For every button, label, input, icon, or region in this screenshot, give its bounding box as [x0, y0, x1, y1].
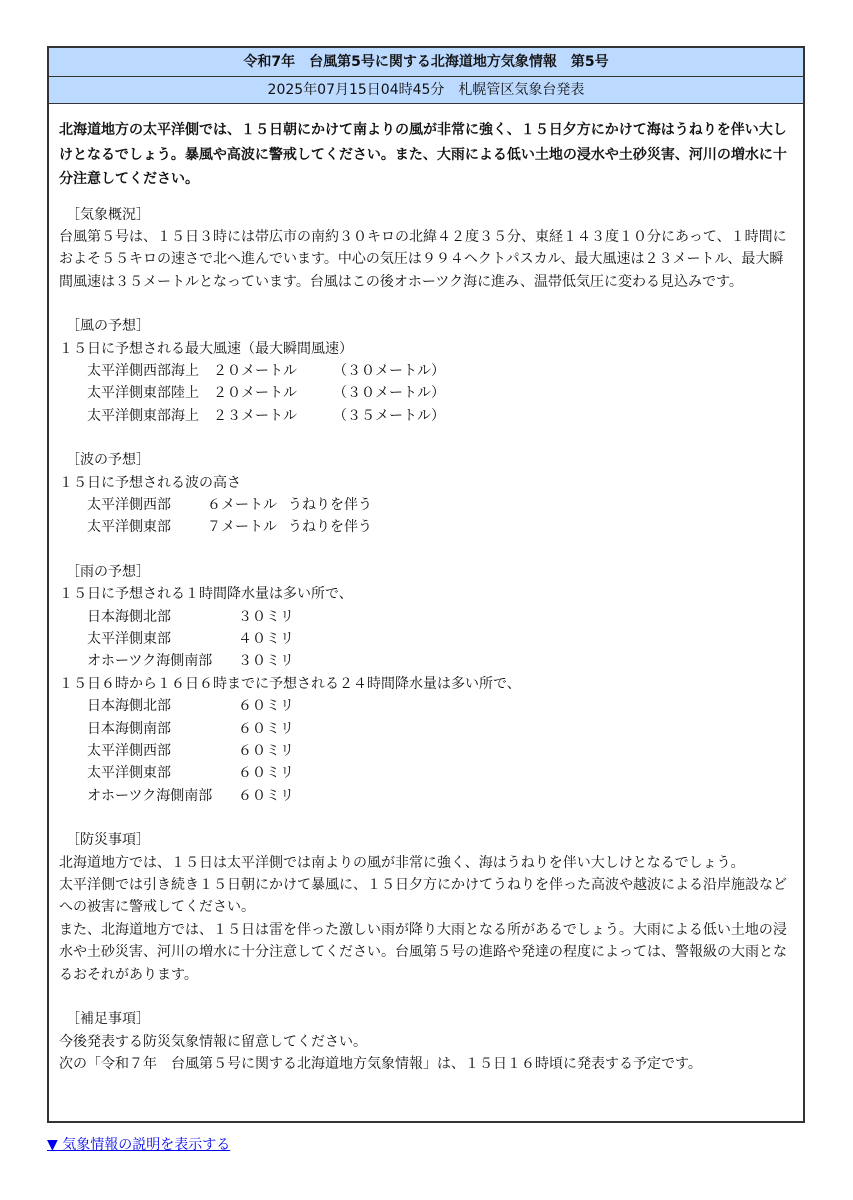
overview-text: 台風第５号は、１５日３時には帯広市の南約３０キロの北緯４２度３５分、東経１４３度１０分にあって、１時間におよそ５５キロの速さで北へ進んでいます。中心の気圧は９９４ヘクトパスカル、最大風速は２３メートル、最大瞬間風速は３５メートルとなっています。台風はこの後オホーツク海に進み、温帯低気圧に変わる見込みです。: [59, 228, 787, 290]
section-waves: [59, 449, 791, 539]
wind-row: [59, 360, 791, 382]
rain-row: [59, 740, 791, 762]
wind-gust: （３５メートル）: [333, 407, 445, 424]
prevention-paragraph: また、北海道地方では、１５日は雷を伴った激しい雨が降り大雨となる所があるでしょう。大雨による低い土地の浸水や土砂災害、河川の増水に十分注意してください。台風第５号の進路や発達の程度によっては、警報級の大雨となるおそれがあります。: [59, 921, 787, 983]
prevention-heading: ［防災事項］: [66, 832, 150, 849]
section-supplement: [59, 1008, 791, 1075]
rain-area: オホーツク海側南部: [87, 787, 213, 804]
bulletin-title: 令和7年 台風第5号に関する北海道地方気象情報 第5号: [49, 48, 803, 77]
rain-area: 日本海側北部: [87, 608, 171, 625]
wind-row: [59, 405, 791, 427]
rain-area: 日本海側北部: [87, 698, 171, 715]
wave-height: ７メートル: [207, 519, 277, 536]
rain-amount: ６０ミリ: [238, 765, 294, 782]
wind-speed: ２３メートル: [213, 407, 297, 424]
wave-height: ６メートル: [207, 496, 277, 513]
wind-gust: （３０メートル）: [333, 385, 445, 402]
rain-row: [59, 718, 791, 740]
rain-area: 太平洋側東部: [87, 765, 171, 782]
issued-datetime: 2025年07月15日04時45分 札幌管区気象台発表: [49, 77, 803, 104]
rain-amount: ６０ミリ: [238, 698, 294, 715]
rain-area: 太平洋側西部: [87, 743, 171, 760]
rain-amount: ４０ミリ: [238, 631, 294, 647]
rain-intro-1h: １５日に予想される１時間降水量は多い所で、: [59, 586, 353, 603]
rain-intro-24h: １５日６時から１６日６時までに予想される２４時間降水量は多い所で、: [59, 675, 521, 692]
rain-row: [59, 628, 791, 650]
wave-note: うねりを伴う: [288, 496, 372, 513]
bulletin-box: [47, 46, 805, 1123]
waves-intro: １５日に予想される波の高さ: [59, 474, 241, 491]
rain-row: [59, 785, 791, 807]
wave-area: 太平洋側東部: [87, 519, 171, 536]
show-explanation-link[interactable]: ▼ 気象情報の説明を表示する: [47, 1137, 231, 1153]
supplement-heading: ［補足事項］: [66, 1011, 150, 1028]
wind-area: 太平洋側東部陸上: [87, 385, 199, 402]
supplement-paragraph: 今後発表する防災気象情報に留意してください。: [59, 1033, 367, 1050]
wind-area: 太平洋側東部海上: [87, 407, 199, 424]
rain-row: [59, 695, 791, 717]
section-overview: [59, 204, 791, 294]
section-prevention: [59, 829, 791, 986]
section-rain: [59, 561, 791, 807]
prevention-paragraph: 太平洋側では引き続き１５日朝にかけて暴風に、１５日夕方にかけてうねりを伴った高波や越波による沿岸施設などへの被害に警戒してください。: [59, 877, 787, 916]
rain-row: [59, 606, 791, 628]
wave-area: 太平洋側西部: [87, 496, 171, 513]
wind-gust: （３０メートル）: [333, 362, 445, 379]
rain-heading: ［雨の予想］: [66, 563, 150, 580]
prevention-paragraph: 北海道地方では、１５日は太平洋側では南よりの風が非常に強く、海はうねりを伴い大しけとなるでしょう。: [59, 854, 745, 871]
waves-heading: ［波の予想］: [66, 452, 150, 469]
rain-row: [59, 650, 791, 672]
wind-row: [59, 382, 791, 404]
rain-area: オホーツク海側南部: [87, 653, 213, 670]
supplement-paragraph: 次の「令和７年 台風第５号に関する北海道地方気象情報」は、１５日１６時頃に発表する予定です。: [59, 1055, 702, 1072]
rain-amount: ６０ミリ: [238, 743, 294, 760]
wind-speed: ２０メートル: [213, 385, 297, 402]
overview-heading: ［気象概況］: [66, 206, 150, 223]
rain-area: 日本海側南部: [87, 720, 171, 737]
rain-area: 太平洋側東部: [87, 631, 171, 647]
wave-row: [59, 516, 791, 538]
wave-note: うねりを伴う: [288, 519, 372, 536]
wind-area: 太平洋側西部海上: [87, 362, 199, 379]
wave-row: [59, 494, 791, 516]
wind-intro: １５日に予想される最大風速（最大瞬間風速）: [59, 340, 353, 357]
bulletin-content: [49, 104, 803, 1075]
wind-speed: ２０メートル: [213, 362, 297, 379]
headline-summary: 北海道地方の太平洋側では、１５日朝にかけて南よりの風が非常に強く、１５日夕方にかけて海はうねりを伴い大しけとなるでしょう。暴風や高波に警戒してください。また、大雨による低い土地の浸水や土砂災害、河川の増水に十分注意してください。: [59, 122, 787, 187]
rain-amount: ６０ミリ: [238, 720, 294, 737]
rain-row: [59, 762, 791, 784]
wind-heading: ［風の予想］: [66, 318, 150, 335]
rain-amount: ３０ミリ: [238, 653, 294, 670]
rain-amount: ３０ミリ: [238, 608, 294, 625]
rain-amount: ６０ミリ: [238, 787, 294, 804]
section-wind: [59, 315, 791, 427]
